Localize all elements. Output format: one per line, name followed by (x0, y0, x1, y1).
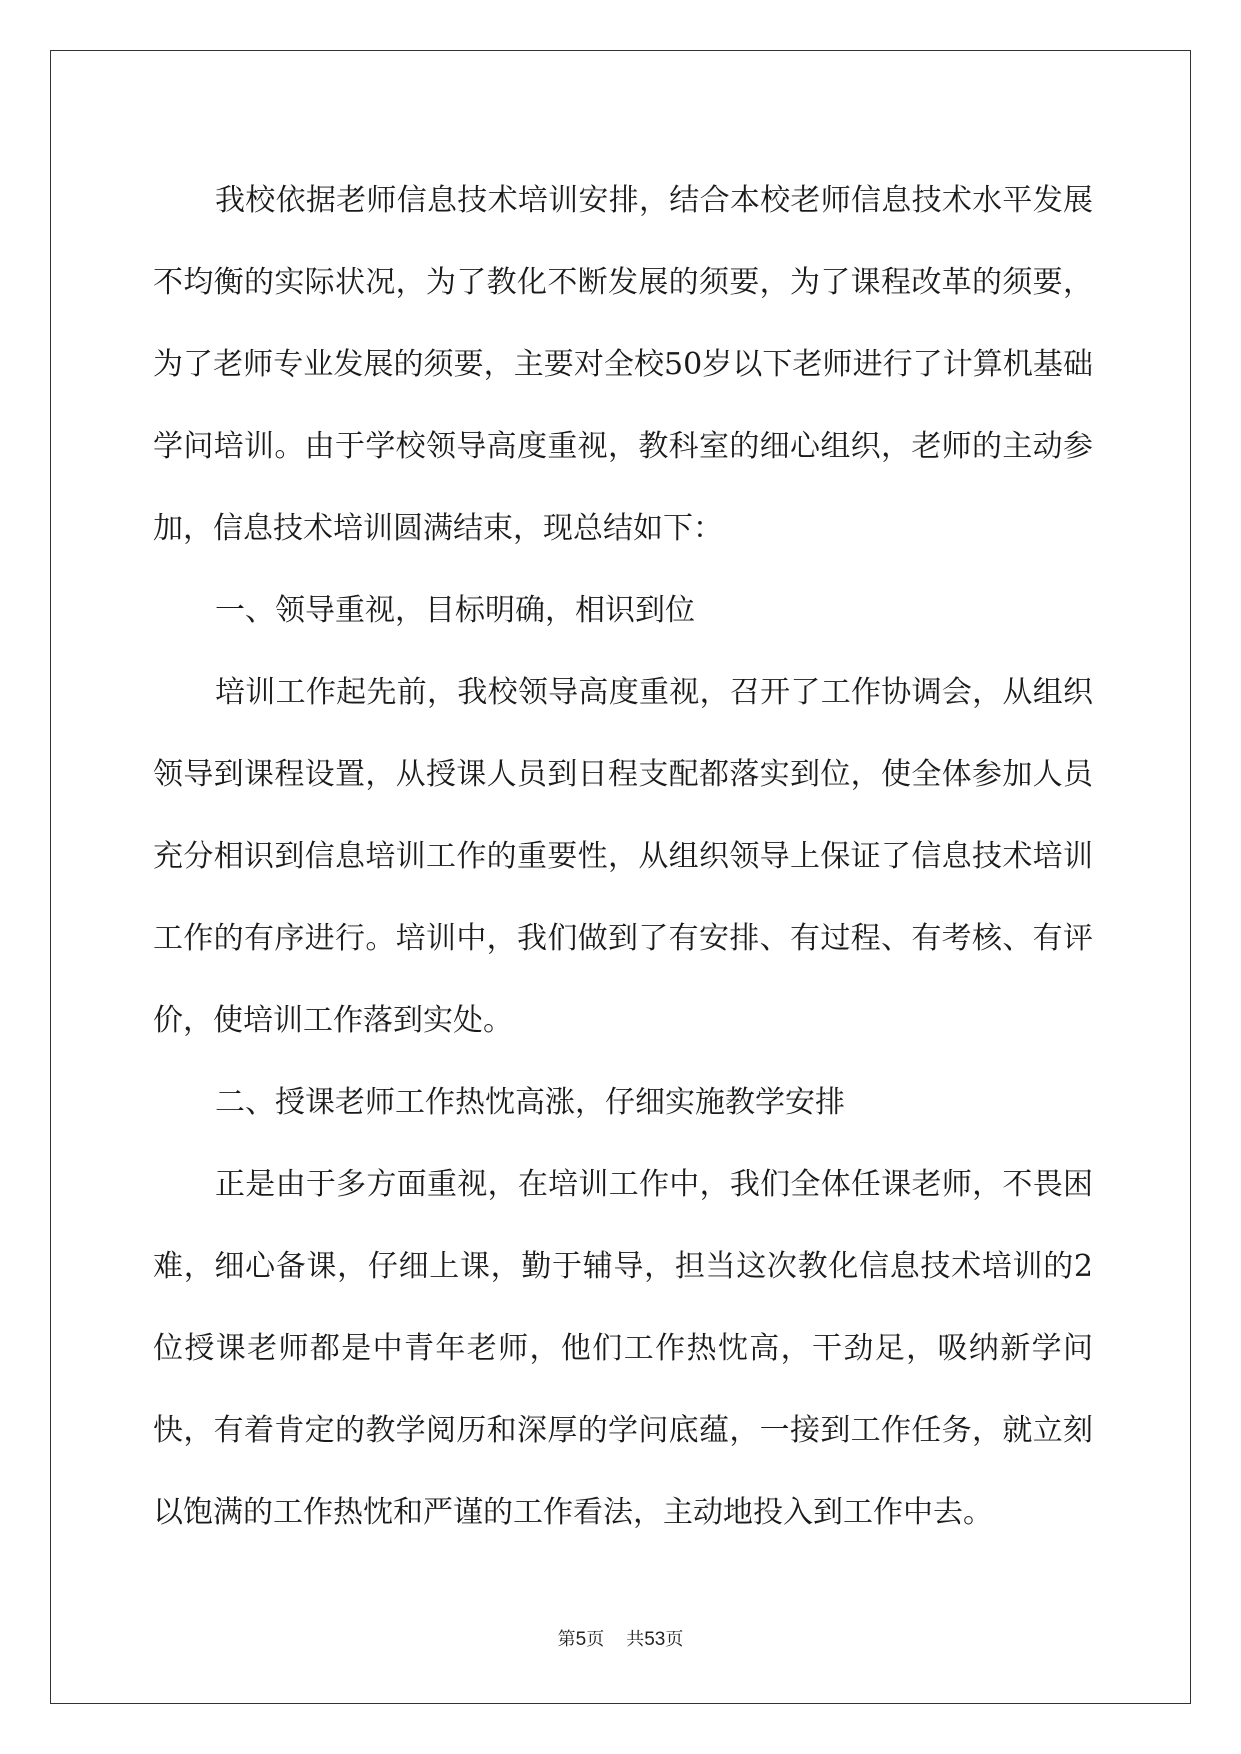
section-heading-1: 一、领导重视，目标明确，相识到位 (215, 593, 695, 628)
paragraph-section-1: 培训工作起先前，我校领导高度重视，召开了工作协调会，从组织领导到课程设置，从授课人员到日程支配都落实到位，使全体参加人员充分相识到信息培训工作的重要性，从组织领导上保证了信息技术培训工作的有序进行。培训中，我们做到了有安排、有过程、有考核、有评价，使培训工作落到实处。 (153, 675, 1093, 1038)
total-suffix: 页 (665, 1629, 684, 1650)
page-prefix: 第 (557, 1629, 576, 1650)
document-body (153, 160, 1093, 1554)
total-pages: 53 (644, 1629, 666, 1650)
paragraph-section-2: 正是由于多方面重视，在培训工作中，我们全体任课老师，不畏困难，细心备课，仔细上课，勤于辅导，担当这次教化信息技术培训的2位授课老师都是中青年老师，他们工作热忱高，干劲足，吸纳新学问快，有着肯定的教学阅历和深厚的学问底蕴，一接到工作任务，就立刻以饱满的工作热忱和严谨的工作看法，主动地投入到工作中去。 (153, 1167, 1093, 1530)
section-heading-2: 二、授课老师工作热忱高涨，仔细实施教学安排 (215, 1085, 845, 1120)
page-suffix: 页 (586, 1629, 605, 1650)
paragraph-intro: 我校依据老师信息技术培训安排，结合本校老师信息技术水平发展不均衡的实际状况，为了教化不断发展的须要，为了课程改革的须要，为了老师专业发展的须要，主要对全校50岁以下老师进行了计算机基础学问培训。由于学校领导高度重视，教科室的细心组织，老师的主动参加，信息技术培训圆满结束，现总结如下： (153, 183, 1093, 546)
total-prefix: 共 (626, 1629, 645, 1650)
page-number: 5 (575, 1629, 587, 1650)
page-footer (0, 1625, 1241, 1651)
